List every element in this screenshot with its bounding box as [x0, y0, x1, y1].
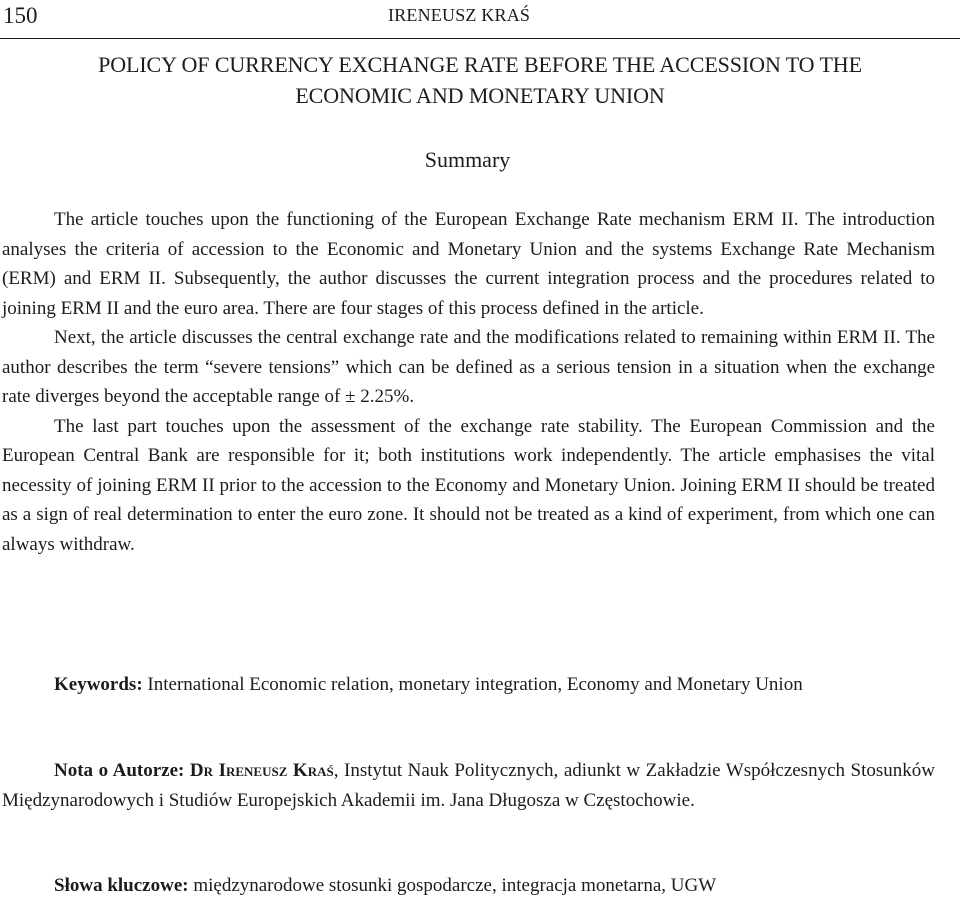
article-title-line-2: ECONOMIC AND MONETARY UNION: [295, 83, 665, 108]
author-name: Dr Ireneusz Kraś: [189, 760, 334, 781]
summary-paragraph-2: Next, the article discusses the central exchange rate and the modifications related to remaining within ERM II. The author describes the term “severe tensions” which can be defined as a serious tension in a situation when the exchange rate diverges beyond the acceptable range of ± 2.25%.: [2, 327, 935, 407]
keywords-block: [2, 670, 935, 700]
author-note-label: Nota o Autorze:: [54, 760, 185, 781]
slowa-kluczowe-label: Słowa kluczowe:: [54, 875, 189, 896]
author-note-block: [2, 756, 935, 815]
author-note-text: , Instytut Nauk Politycznych, adiunkt w Zakładzie Współczesnych Stosunków Międzynarodowych i Studiów Europejskich Akademii im. Jana Długosza w Częstochowie.: [2, 760, 936, 811]
keywords-label: Keywords:: [54, 674, 143, 695]
summary-body: [2, 205, 935, 559]
summary-paragraph-3: The last part touches upon the assessment of the exchange rate stability. The European Commission and the European Central Bank are responsible for it; both institutions work independently. The article emphasises the vital necessity of joining ERM II prior to the accession to the Economy and Monetary Union. Joining ERM II should be treated as a sign of real determination to enter the euro zone. It should not be treated as a kind of experiment, from which one can always withdraw.: [2, 415, 935, 555]
slowa-kluczowe-block: [2, 871, 935, 901]
page-number: 150: [3, 3, 38, 28]
summary-paragraph-1: The article touches upon the functioning of the European Exchange Rate mechanism ERM II. The introduction analyses the criteria of accession to the Economic and Monetary Union and the systems Exchange Rate Mechanism (ERM) and ERM II. Subsequently, the author discusses the current integration process and the procedures related to joining ERM II and the euro area. There are four stages of this process defined in the article.: [2, 209, 935, 319]
article-title-line-1: POLICY OF CURRENCY EXCHANGE RATE BEFORE THE ACCESSION TO THE: [98, 52, 862, 77]
running-header: [0, 0, 960, 39]
article-title: [0, 49, 960, 111]
keywords-text: International Economic relation, monetary integration, Economy and Monetary Union: [142, 674, 803, 695]
slowa-kluczowe-text: międzynarodowe stosunki gospodarcze, integracja monetarna, UGW: [188, 875, 717, 896]
running-author: IRENEUSZ KRAŚ: [388, 5, 531, 25]
summary-heading: Summary: [424, 147, 511, 172]
